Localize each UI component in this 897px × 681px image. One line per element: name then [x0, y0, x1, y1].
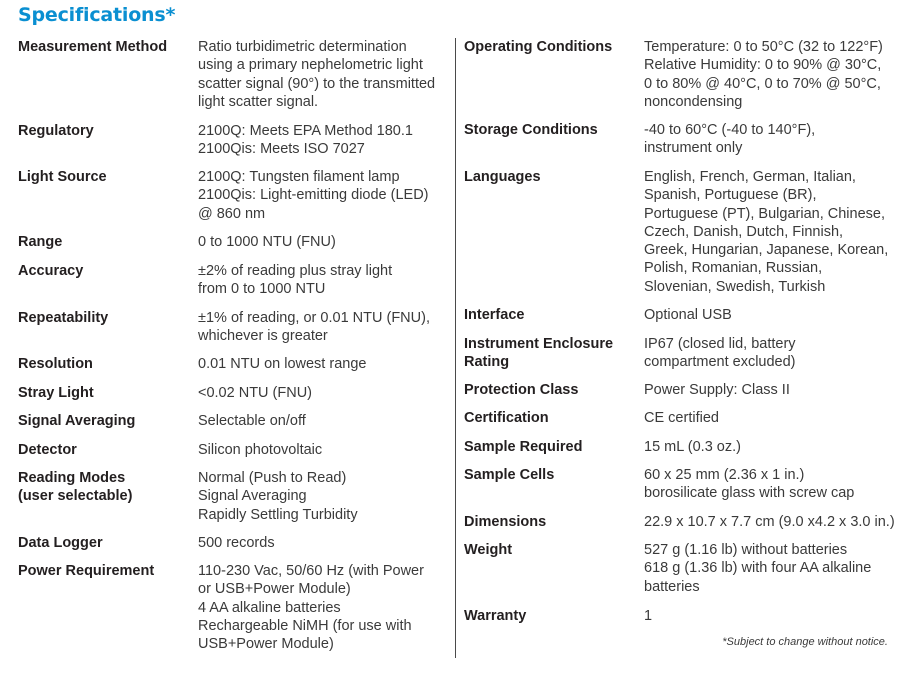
spec-label: [18, 412, 198, 430]
spec-value-line: @ 860 nm: [198, 205, 266, 222]
spec-value-line: compartment excluded): [644, 354, 796, 371]
spec-value-line: 2100Q: Meets EPA Method 180.1: [198, 123, 413, 139]
spec-row: [464, 168, 892, 296]
spec-label-line: Light Source: [18, 169, 107, 185]
spec-label: [18, 355, 198, 373]
spec-value: [198, 355, 446, 373]
spec-label: [464, 466, 644, 484]
spec-row: [18, 262, 446, 299]
spec-value-line: Temperature: 0 to 50°C (32 to 122°F): [644, 39, 883, 55]
spec-label: [464, 607, 644, 625]
spec-value-line: light scatter signal.: [198, 93, 319, 110]
spec-value-line: Optional USB: [644, 307, 732, 323]
spec-value-line: ±2% of reading plus stray light: [198, 263, 393, 279]
spec-label-line: Languages: [464, 169, 541, 185]
spec-value-line: borosilicate glass with screw cap: [644, 485, 855, 502]
spec-value-line: 0 to 1000 NTU (FNU): [198, 234, 336, 250]
spec-value-line: instrument only: [644, 140, 743, 157]
spec-row: [18, 441, 446, 459]
spec-label: [18, 441, 198, 459]
spec-row: [464, 466, 892, 503]
spec-value: [198, 534, 446, 552]
spec-value-line: Silicon photovoltaic: [198, 442, 323, 458]
spec-value-line: scatter signal (90°) to the transmitted: [198, 75, 436, 92]
spec-value-line: 0.01 NTU on lowest range: [198, 356, 367, 372]
spec-label: [18, 562, 198, 580]
spec-label-line: Warranty: [464, 608, 527, 624]
spec-row: [464, 409, 892, 427]
spec-row: [464, 38, 892, 111]
spec-value-line: 2100Qis: Light-emitting diode (LED): [198, 187, 429, 204]
spec-label: [464, 541, 644, 559]
spec-label: [464, 438, 644, 456]
spec-label-line: Dimensions: [464, 514, 547, 530]
spec-value-line: Portuguese (PT), Bulgarian, Chinese,: [644, 205, 885, 222]
spec-value: [198, 168, 446, 223]
spec-value-line: <0.02 NTU (FNU): [198, 385, 313, 401]
spec-value: [644, 306, 892, 324]
spec-row: [464, 306, 892, 324]
spec-row: [464, 335, 892, 372]
spec-value: [198, 441, 446, 459]
spec-label: [18, 384, 198, 402]
spec-value-line: ±1% of reading, or 0.01 NTU (FNU),: [198, 310, 430, 326]
spec-row: [18, 355, 446, 373]
spec-value-line: Polish, Romanian, Russian,: [644, 260, 823, 277]
spec-label-line: Signal Averaging: [18, 413, 136, 429]
spec-value-line: 2100Qis: Meets ISO 7027: [198, 141, 365, 158]
spec-value-line: 500 records: [198, 535, 275, 551]
spec-value-line: Spanish, Portuguese (BR),: [644, 187, 817, 204]
spec-label: [464, 168, 644, 186]
spec-value: [198, 469, 446, 524]
spec-value-line: 527 g (1.16 lb) without batteries: [644, 542, 848, 558]
spec-value-line: Slovenian, Swedish, Turkish: [644, 278, 826, 295]
spec-value-line: CE certified: [644, 410, 719, 426]
spec-value-line: -40 to 60°C (-40 to 140°F),: [644, 122, 816, 138]
spec-value-line: batteries: [644, 578, 700, 595]
spec-row: [18, 38, 446, 111]
footnote: *Subject to change without notice.: [722, 636, 888, 648]
spec-value: [644, 541, 892, 596]
spec-value: [644, 466, 892, 503]
spec-value: [198, 384, 446, 402]
spec-row: [464, 541, 892, 596]
spec-value-line: or USB+Power Module): [198, 581, 351, 598]
spec-row: [18, 412, 446, 430]
spec-label-line: Regulatory: [18, 123, 94, 139]
spec-label-line: Rating: [464, 354, 510, 370]
spec-value: [198, 122, 446, 159]
spec-label-line: Instrument Enclosure: [464, 336, 614, 352]
spec-label-line: Accuracy: [18, 263, 84, 279]
spec-value: [198, 412, 446, 430]
spec-row: [18, 384, 446, 402]
spec-row: [18, 309, 446, 346]
spec-value-line: Rapidly Settling Turbidity: [198, 506, 358, 523]
spec-label-line: Range: [18, 234, 63, 250]
spec-label-line: Storage Conditions: [464, 122, 598, 138]
spec-label-line: Power Requirement: [18, 563, 155, 579]
spec-value-line: using a primary nephelometric light: [198, 57, 423, 74]
spec-value-line: Relative Humidity: 0 to 90% @ 30°C,: [644, 57, 882, 74]
spec-value-line: Greek, Hungarian, Japanese, Korean,: [644, 242, 889, 259]
spec-label-line: Measurement Method: [18, 39, 168, 55]
spec-value-line: Ratio turbidimetric determination: [198, 39, 407, 55]
spec-value-line: 2100Q: Tungsten filament lamp: [198, 169, 400, 185]
spec-value-line: Normal (Push to Read): [198, 470, 347, 486]
spec-value: [198, 262, 446, 299]
spec-label: [464, 38, 644, 56]
spec-value-line: whichever is greater: [198, 328, 328, 345]
spec-value: [198, 233, 446, 251]
spec-value: [644, 168, 892, 296]
spec-value: [644, 438, 892, 456]
spec-value: [198, 309, 446, 346]
page-title: Specifications*: [18, 4, 176, 26]
spec-value-line: 60 x 25 mm (2.36 x 1 in.): [644, 467, 805, 483]
spec-label-line: Certification: [464, 410, 549, 426]
spec-row: [464, 381, 892, 399]
spec-label: [464, 513, 644, 531]
spec-value: [644, 121, 892, 158]
spec-label-line: Data Logger: [18, 535, 103, 551]
spec-value: [644, 335, 892, 372]
spec-value-line: noncondensing: [644, 93, 743, 110]
spec-row: [18, 469, 446, 524]
spec-value: [198, 562, 446, 653]
spec-row: [18, 534, 446, 552]
spec-value: [644, 513, 895, 531]
spec-row: [18, 168, 446, 223]
spec-value-line: Selectable on/off: [198, 413, 306, 429]
spec-value-line: Rechargeable NiMH (for use with: [198, 617, 412, 634]
spec-value: [198, 38, 446, 111]
spec-label-line: Detector: [18, 442, 77, 458]
spec-row: [18, 122, 446, 159]
spec-label: [18, 168, 198, 186]
spec-label: [464, 306, 644, 324]
spec-value-line: 1: [644, 608, 653, 624]
spec-row: [464, 438, 892, 456]
spec-value: [644, 381, 892, 399]
spec-label-line: Repeatability: [18, 310, 109, 326]
spec-value-line: 22.9 x 10.7 x 7.7 cm (9.0 x4.2 x 3.0 in.): [644, 514, 895, 530]
spec-row: [18, 233, 446, 251]
spec-value-line: English, French, German, Italian,: [644, 169, 856, 185]
spec-value: [644, 38, 892, 111]
spec-label: [18, 469, 198, 505]
spec-label: [464, 381, 644, 399]
spec-label-line: Stray Light: [18, 385, 94, 401]
spec-row: [18, 562, 446, 653]
spec-value: [644, 607, 892, 625]
spec-row: [464, 607, 892, 625]
spec-value-line: IP67 (closed lid, battery: [644, 336, 796, 352]
column-divider: [455, 38, 456, 658]
spec-label: [18, 38, 198, 56]
spec-label: [18, 309, 198, 327]
spec-label: [18, 233, 198, 251]
spec-label: [464, 409, 644, 427]
spec-label: [464, 335, 644, 371]
spec-value-line: 110-230 Vac, 50/60 Hz (with Power: [198, 563, 424, 579]
spec-label: [18, 534, 198, 552]
spec-value: [644, 409, 892, 427]
spec-label-line: Protection Class: [464, 382, 579, 398]
spec-label-line: Reading Modes: [18, 470, 126, 486]
spec-label-line: Operating Conditions: [464, 39, 613, 55]
spec-row: [464, 513, 895, 531]
spec-label: [18, 122, 198, 140]
spec-value-line: from 0 to 1000 NTU: [198, 281, 326, 298]
spec-value-line: 618 g (1.36 lb) with four AA alkaline: [644, 560, 872, 577]
spec-label-line: Interface: [464, 307, 525, 323]
spec-label: [18, 262, 198, 280]
spec-value-line: Signal Averaging: [198, 488, 307, 505]
spec-label-line: Resolution: [18, 356, 93, 372]
spec-value-line: Czech, Danish, Dutch, Finnish,: [644, 223, 844, 240]
spec-label-line: (user selectable): [18, 488, 133, 504]
spec-label-line: Sample Cells: [464, 467, 555, 483]
spec-label: [464, 121, 644, 139]
spec-value-line: USB+Power Module): [198, 636, 334, 653]
spec-value-line: 15 mL (0.3 oz.): [644, 439, 741, 455]
spec-label-line: Sample Required: [464, 439, 583, 455]
spec-row: [464, 121, 892, 158]
spec-value-line: 0 to 80% @ 40°C, 0 to 70% @ 50°C,: [644, 75, 881, 92]
spec-value-line: Power Supply: Class II: [644, 382, 790, 398]
spec-label-line: Weight: [464, 542, 513, 558]
spec-value-line: 4 AA alkaline batteries: [198, 599, 341, 616]
